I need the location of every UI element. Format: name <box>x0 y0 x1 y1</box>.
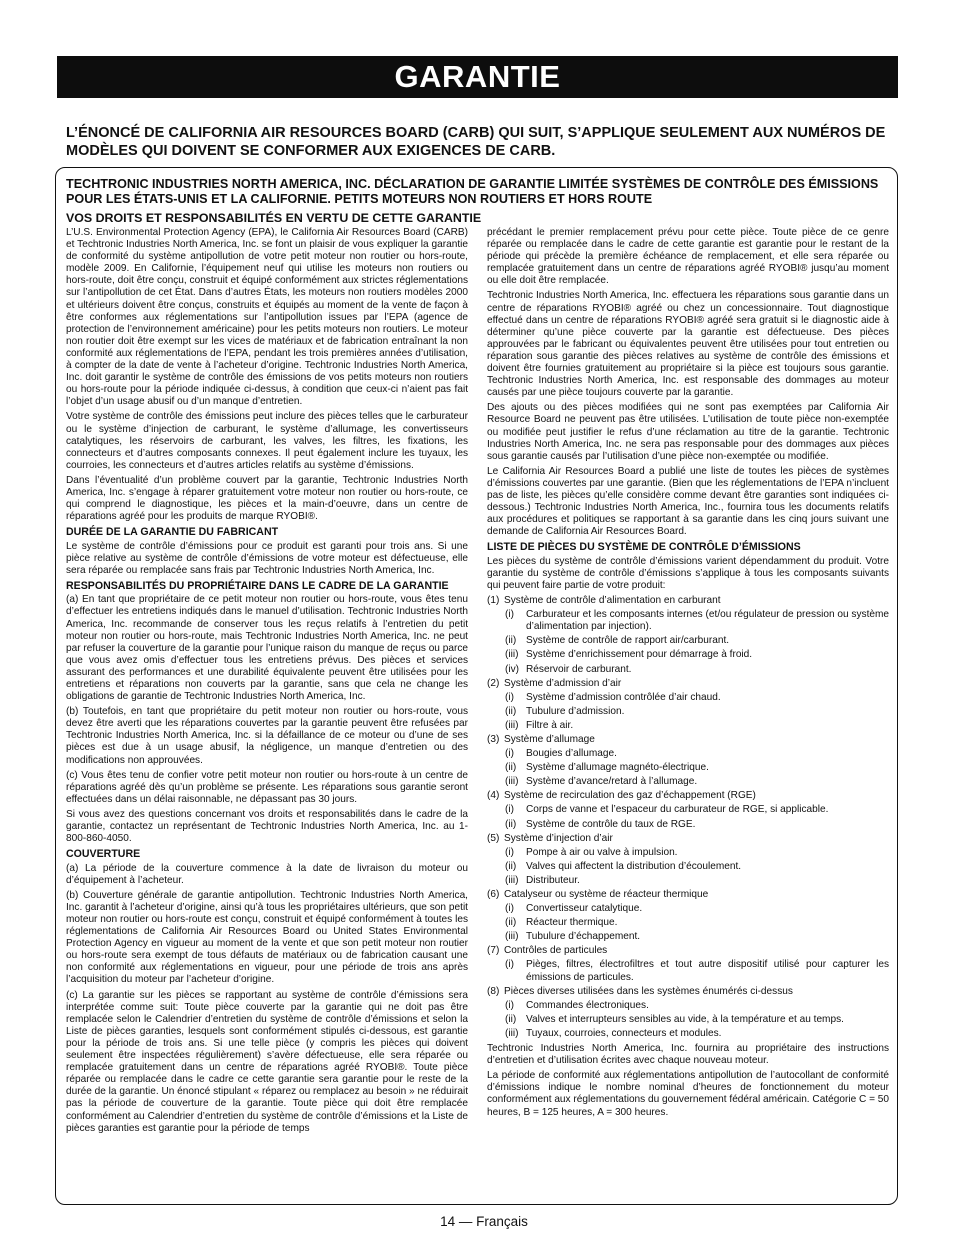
list-subitem: (i) Pièges, filtres, électrofiltres et tout autre dispositif utilisé pour capturer les émissions de particules. <box>505 959 889 983</box>
warranty-box-heading: TECHTRONIC INDUSTRIES NORTH AMERICA, INC. DÉCLARATION DE GARANTIE LIMITÉE SYSTÈMES DE CONTRÔLE DES ÉMISSIONS POUR LES ÉTATS-UNIS ET LA CALIFORNIE. PETITS MOTEURS NON ROUTIERS ET HORS ROUTE <box>66 177 879 206</box>
list-subitem: (iii) Système d’avance/retard à l’allumage. <box>505 776 698 788</box>
paragraph: Techtronic Industries North America, Inc. fournira au propriétaire des instructions d’entretien et d’utilisation écrites avec chaque nouveau moteur. <box>487 1043 889 1067</box>
list-item: (7) Contrôles de particules <box>487 945 608 957</box>
paragraph: Votre système de contrôle des émissions peut inclure des pièces telles que le carburateur ou le système d’injection de carburant, le système d’allumage, les convertisseurs catalytiques, les réservoirs de carburant, les valves, les filtres, les fixations, les connecteurs et d’autres composants connexes. Il peut également inclure les tuyaux, les courroies, les connecteurs et d’autres articles relatifs au système d’émissions. <box>66 411 468 471</box>
paragraph: (a) En tant que propriétaire de ce petit moteur non routier ou hors-route, vous êtes tenu d’effectuer les entretiens indiqués dans le manuel d’utilisation. Techtronic Industries North America, Inc. recommande de conserver tous les reçus relatifs à l’entretien du petit moteur non routier ou hors-route, mais Techtronic Industries North America, Inc. ne peut par refuser la couverture de la garantie pour l’unique raison du manque de reçus ou parce que vous avez omis d’effectuer tous les entretiens prévus. Des pièces et services assurant des performances et une durabilité équivalente peuvent être utilisées pour les entretiens et réparations non couverts par la garantie, sans que cela ne change les obligations de garantie de Techtronic Industries North America, Inc. <box>66 594 468 703</box>
list-item: (5) Système d’injection d’air <box>487 832 613 844</box>
paragraph: (b) Toutefois, en tant que propriétaire du petit moteur non routier ou hors-route, vous devez être averti que les réparations couvertes par la garantie peuvent être refusées par Techtronic Industries North America, Inc. si la défaillance de ce moteur ou d’une de ses pièces est due à un usage abusif, la négligence, un manque d’entretien ou des modifications non approuvées. <box>66 706 468 766</box>
list-item: (2) Système d’admission d’air <box>487 677 622 689</box>
left-column <box>66 227 468 1138</box>
paragraph: Techtronic Industries North America, Inc. effectuera les réparations sous garantie dans un centre de réparations RYOBI® agréé ou chez un concessionnaire. Tout diagnostique effectué dans un centre de réparations RYOBI® agréé sera gratuit si le diagnostic aide à déterminer qu’une pièce couverte par la garantie est défectueuse. Des pièces approuvées par le fabricant ou équivalentes peuvent être utilisées pour tout entretien ou réparation sous garantie des pièces relatives au système de contrôle des émissions et doivent être fournies gratuitement au propriétaire si la pièce est toujours sous garantie. Techtronic Industries North America, Inc. est responsable des dommages au moteur causés par une pièce toujours couverte par la garantie. <box>487 290 889 399</box>
carb-intro-statement: L’ÉNONCÉ DE CALIFORNIA AIR RESOURCES BOARD (CARB) QUI SUIT, S’APPLIQUE SEULEMENT AUX NUMÉROS DE MODÈLES QUI DOIVENT SE CONFORMER AUX EXIGENCES DE CARB. <box>66 125 886 159</box>
parts-list <box>487 595 889 1040</box>
section-heading-responsabilites: RESPONSABILITÉS DU PROPRIÉTAIRE DANS LE CADRE DE LA GARANTIE <box>66 579 449 592</box>
list-item: (8) Pièces diverses utilisées dans les systèmes énumérés ci-dessus <box>487 985 793 997</box>
list-item: (4) Système de recirculation des gaz d’échappement (RGE) <box>487 790 756 802</box>
list-subitem: (i) Carburateur et les composants internes (et/ou régulateur de pression ou système d’alimentation par injection). <box>505 609 890 633</box>
list-subitem: (i) Corps de vanne et l’espaceur du carburateur de RGE, si applicable. <box>505 804 829 816</box>
list-subitem: (i) Pompe à air ou valve à impulsion. <box>505 846 678 858</box>
paragraph: (a) La période de la couverture commence à la date de livraison du moteur ou d’équipement à l’acheteur. <box>66 862 468 886</box>
list-subitem: (iii) Tuyaux, courroies, connecteurs et modules. <box>505 1027 722 1039</box>
list-subitem: (ii) Tubulure d’admission. <box>505 705 625 717</box>
list-subitem: (iii) Distributeur. <box>505 874 580 886</box>
paragraph: Le California Air Resources Board a publié une liste de toutes les pièces de systèmes d’émissions couvertes par une garantie. (Bien que les réglementations de l’EPA n’incluent pas de liste, les pièces qu’elle considère comme devant être garanties sont indiquées ci-dessous.) Techtronic Industries North America, Inc., fournira tous les documents relatifs aux procédures et politiques se rapportant à sa garantie dans les cinq jours suivant une demande de California Air Resources Board. <box>487 465 889 538</box>
list-subitem: (i) Système d’admission contrôlée d’air chaud. <box>505 691 721 703</box>
paragraph: Dans l’éventualité d’un problème couvert par la garantie, Techtronic Industries North America, Inc. s’engage à réparer gratuitement votre moteur non routier ou hors-route, ce qui comprend le diagnostique, les pièces et la main-d’oeuvre, dans un centre de réparations agréé pour les produits de marque RYOBI®. <box>66 474 468 523</box>
paragraph: La période de conformité aux réglementations antipollution de l’autocollant de conformité d’émissions indique le nombre nominal d’heures de fonctionnement du moteur conformément aux réglementations du gouvernement fédéral américain. Catégorie C = 50 heures, B = 125 heures, A = 300 heures. <box>487 1070 890 1118</box>
paragraph: (b) Couverture générale de garantie antipollution. Techtronic Industries North America, Inc. garantit à l’acheteur d’origine, ainsi qu’à tous les propriétaires ultérieurs, que son petit moteur non routier ou hors-route est conçu, construit et équipé conformément à toutes les réglementations de California Air Resources Board ou United States Environmental Protection Agency en vigueur au moment de la vente et que son petit moteur non routier ou hors-route sera exempt de tous défauts de matériaux ou de fabrication causant une non conformité aux réglementations en vigueur, pour une période de trois ans après l’acquisition du moteur par l’acheteur d’origine. <box>66 889 468 986</box>
list-item: (1) Système de contrôle d’alimentation en carburant <box>487 595 721 607</box>
paragraph: Le système de contrôle d’émissions pour ce produit est garanti pour trois ans. Si une pièce relative au système de contrôle d’émissions de votre moteur est défectueuse, elle sera réparée ou remplacée sans frais par Techtronic Industries North America, Inc. <box>66 540 468 576</box>
section-heading-duree: DURÉE DE LA GARANTIE DU FABRICANT <box>66 526 279 539</box>
list-subitem: (i) Convertisseur catalytique. <box>505 903 643 915</box>
list-subitem: (iii) Tubulure d’échappement. <box>505 931 641 943</box>
paragraph: Des ajouts ou des pièces modifiées qui ne sont pas exemptées par California Air Resource Board ne peuvent pas être utilisées. L’utilisation de toute pièce non-exemptée ou modifiée peut justifier le refus d’une réclamation au titre de la garantie. Techtronic Industries North America, Inc. ne sera pas responsable pour des dommages aux pièces sous garantie causés par l’utilisation d’une pièce non-exemptée ou modifiée. <box>487 402 889 462</box>
list-subitem: (ii) Système de contrôle du taux de RGE. <box>505 818 696 830</box>
section-heading-liste: LISTE DE PIÈCES DU SYSTÈME DE CONTRÔLE D’ÉMISSIONS <box>487 541 801 554</box>
list-subitem: (iii) Système d’enrichissement pour démarrage à froid. <box>505 649 753 661</box>
list-subitem: (iv) Réservoir de carburant. <box>505 663 632 675</box>
paragraph: (c) Vous êtes tenu de confier votre petit moteur non routier ou hors-route à un centre de réparations agréé dès qu’un problème se présente. Les réparations sous garantie seront effectuées dans un délai raisonnable, ne dépassant pas 30 jours. <box>66 769 468 805</box>
paragraph: Les pièces du système de contrôle d’émissions varient dépendamment du produit. Votre garantie du système de contrôle d’émissions s’applique à tous les composants suivants qui peuvent faire partie de votre produit: <box>487 555 889 591</box>
paragraph: (c) La garantie sur les pièces se rapportant au système de contrôle d’émissions sera interprétée comme suit: Toute pièce couverte par la garantie qui ne doit pas être remplacée selon le Calendrier d’entretien du système de contrôle d’émissions et selon la Liste de pièces garanties, lesquels sont conformément stipulés ci-dessous, est garantie pour la période de trois ans. Si une telle pièce (y compris les pièces qui doivent seulement être inspectées régulièrement) s’avère défectueuse, elle sera réparée ou remplacée gratuitement dans un centre de réparations agréé RYOBI®. Toute pièce réparée ou remplacée dans le cadre ce cette garantie sera garantie pour le reste de la durée de la garantie. Un énoncé stipulant « réparez ou remplacez au besoin » ne réduirait pas la période de couverture de la garantie. Toute pièce qui doit être remplacée conformément au Calendrier d’entretien du système de contrôle d’émissions et la Liste de pièces garanties est garantie pour la période de temps <box>66 989 468 1134</box>
list-subitem: (i) Commandes électroniques. <box>505 999 649 1011</box>
page-banner-title: GARANTIE <box>57 56 898 98</box>
list-item: (6) Catalyseur ou système de réacteur thermique <box>487 889 709 900</box>
list-subitem: (i) Bougies d’allumage. <box>505 748 617 760</box>
paragraph: L’U.S. Environmental Protection Agency (EPA), le California Air Resources Board (CARB) et Techtronic Industries North America, Inc. se font un plaisir de vous expliquer la garantie de conformité du système antipollution de votre petit moteur non routier ou hors-route, modèle 2009. En Californie, l’équipement neuf qui utilise les moteurs non routiers ou hors-route, doit être conçu, construit et équipé conformément aux strictes réglementations sur l’antipollution de cet État. Dans d’autres États, les moteurs non routiers modèles 2000 et ultérieurs doivent être conçus, construits et équipés au moment de la vente de façon à être conformes aux réglementations sur l’antipollution issues par l’EPA (agence de protection de l’environnement américaine) pour les petits moteurs non routiers. Le moteur non routier doit être exempt sur les vices de matériaux et de fabrication entraînant la non conformité aux réglementations de l’EPA, pendant les trois premières années d’utilisation, à compter de la date de vente à l’acheteur d’origine. Techtronic Industries North America, Inc. doit garantir le système de contrôle des émissions de vos petits moteurs non routiers ou hors-route pour la période indiquée ci-dessus, à condition que ceux-ci n’aient pas fait l’objet d’un usage abusif ou d’un manque d’entretien. <box>66 227 468 408</box>
list-subitem: (ii) Valves et interrupteurs sensibles au vide, à la température et au temps. <box>505 1013 844 1025</box>
list-subitem: (iii) Filtre à air. <box>505 719 574 731</box>
list-subitem: (ii) Système d’allumage magnéto-électrique. <box>505 762 709 774</box>
paragraph: précédant le premier remplacement prévu pour cette pièce. Toute pièce de ce genre réparée ou remplacée dans le cadre de cette garantie est garantie pour le restant de la période qui précède la première échéance de remplacement, et elle sera réparée ou remplacée gratuitement dans un centre de réparations agréé RYOBI® jusqu’au moment ou elle doit être remplacée. <box>487 227 889 287</box>
paragraph: Si vous avez des questions concernant vos droits et responsabilités dans le cadre de la garantie, contactez un représentant de Techtronic Industries North America, Inc. au 1-800-860-4050. <box>66 808 468 845</box>
rights-subheading: VOS DROITS ET RESPONSABILITÉS EN VERTU DE CETTE GARANTIE <box>66 211 482 225</box>
list-subitem: (ii) Réacteur thermique. <box>505 917 618 929</box>
list-item: (3) Système d’allumage <box>487 733 595 745</box>
page-footer: 14 — Français <box>440 1214 528 1229</box>
list-subitem: (ii) Système de contrôle de rapport air/carburant. <box>505 635 730 647</box>
right-column <box>487 227 889 1122</box>
list-subitem: (ii) Valves qui affectent la distribution d’écoulement. <box>505 860 742 872</box>
section-heading-couverture: COUVERTURE <box>66 848 141 861</box>
